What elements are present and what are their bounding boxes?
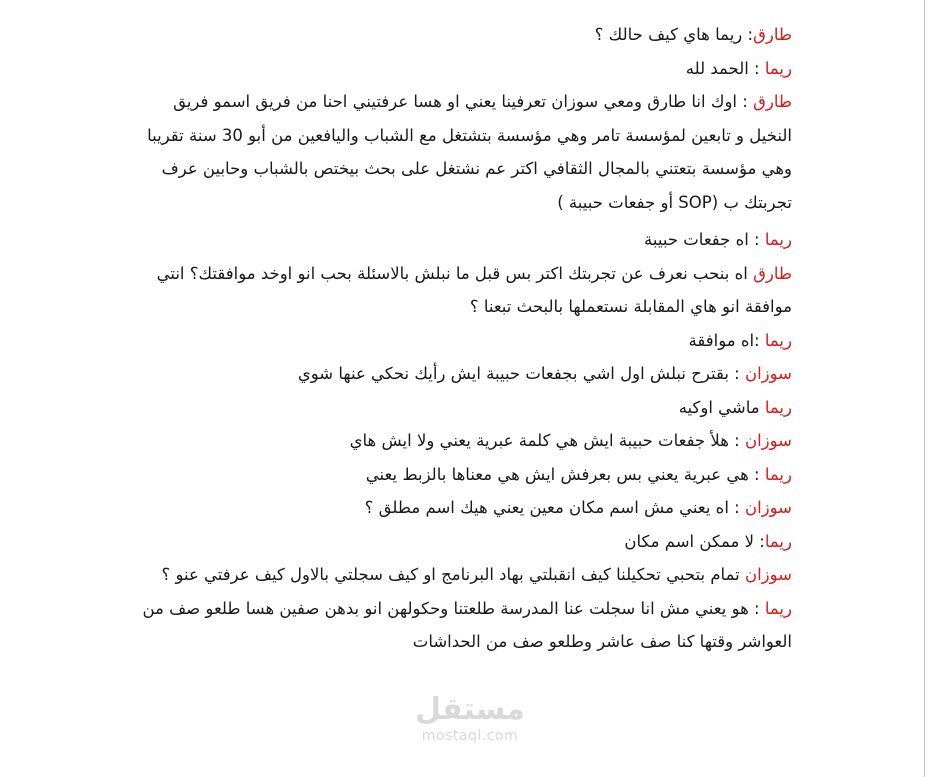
speaker-name: ريما xyxy=(764,58,792,78)
watermark-logo-text: مستقل xyxy=(415,692,525,727)
line-text: :اه موافقة xyxy=(688,330,765,350)
transcript xyxy=(140,18,792,659)
transcript-line xyxy=(140,357,792,391)
speaker-name: سوزان xyxy=(744,431,792,450)
line-text: : الحمد لله xyxy=(685,58,765,78)
transcript-line xyxy=(140,52,792,86)
line-text: : اوك انا طارق ومعي سوزان تعرفينا يعني او هسا عرفتيني احنا من فريق اسمو فريق النخيل و تابعين لمؤسسة تامر وهي مؤسسة بتشتغل مع الشباب واليافعين من أبو 30 سنة تقريبا وهي مؤسسة بتعتني بالمجال الثقافي اكتر عم نشتغل على بحث بيختص بالشباب وحابين عرف تجربتك ب (SOP أو جفعات حبيبة ) xyxy=(147,92,792,212)
line-text: : اه يعني مش اسم مكان معين يعني هيك اسم مطلق ؟ xyxy=(364,498,745,517)
transcript-line xyxy=(140,324,792,358)
transcript-line xyxy=(140,592,792,659)
speaker-name: ريما xyxy=(764,330,792,350)
line-text: اه بنحب نعرف عن تجربتك اكتر بس قبل ما نبلش بالاسئلة بحب انو اوخد موافقتك؟ انتي موافقة انو هاي المقابلة نستعملها بالبحث تبعنا ؟ xyxy=(156,263,792,316)
transcript-line xyxy=(140,257,792,324)
line-text: : هي عبرية يعني بس بعرفش ايش هي معناها بالزبط يعني xyxy=(365,464,765,484)
line-text: : هلأ جفعات حبيبة ايش هي كلمة عبرية يعني ولا ايش هاي xyxy=(349,431,745,450)
transcript-line xyxy=(140,558,792,592)
transcript-line xyxy=(140,18,792,52)
speaker-name: ريما xyxy=(764,230,792,249)
line-text: تمام بتحبي تحكيلنا كيف انقبلتي بهاد البرنامج او كيف سجلتي بالاول كيف عرفتي عنو ؟ xyxy=(161,565,745,584)
speaker-name: سوزان xyxy=(744,364,792,383)
line-text: : هو يعني مش انا سجلت عنا المدرسة طلعتنا وحكولهن انو بدهن صفين هسا طلعو صف من العواشر وقتها كنا صف عاشر وطلعو صف من الحداشات xyxy=(142,598,792,651)
speaker-name: سوزان xyxy=(744,565,792,584)
speaker-name: طارق xyxy=(753,263,792,283)
transcript-line xyxy=(140,491,792,525)
line-text: : اه جفعات حبيبة xyxy=(644,230,765,249)
watermark-url: mostaql.com xyxy=(421,728,519,744)
transcript-line xyxy=(140,85,792,219)
speaker-name: ريما xyxy=(764,531,792,551)
transcript-line xyxy=(140,525,792,559)
transcript-line xyxy=(140,458,792,492)
line-text: : ريما هاي كيف حالك ؟ xyxy=(594,25,754,44)
transcript-line xyxy=(140,424,792,458)
speaker-name: ريما xyxy=(764,464,792,484)
line-text: : بقترح نبلش اول اشي بجفعات حبيبة ايش رأيك نحكي عنها شوي xyxy=(297,364,745,383)
line-text: : لا ممكن اسم مكان xyxy=(624,531,765,551)
speaker-name: ريما xyxy=(764,397,792,417)
speaker-name: طارق xyxy=(753,25,792,44)
speaker-name: طارق xyxy=(753,92,792,111)
speaker-name: ريما xyxy=(764,598,792,618)
transcript-line xyxy=(140,223,792,257)
speaker-name: سوزان xyxy=(744,498,792,517)
transcript-line xyxy=(140,391,792,425)
line-text: ماشي اوكيه xyxy=(678,397,765,417)
